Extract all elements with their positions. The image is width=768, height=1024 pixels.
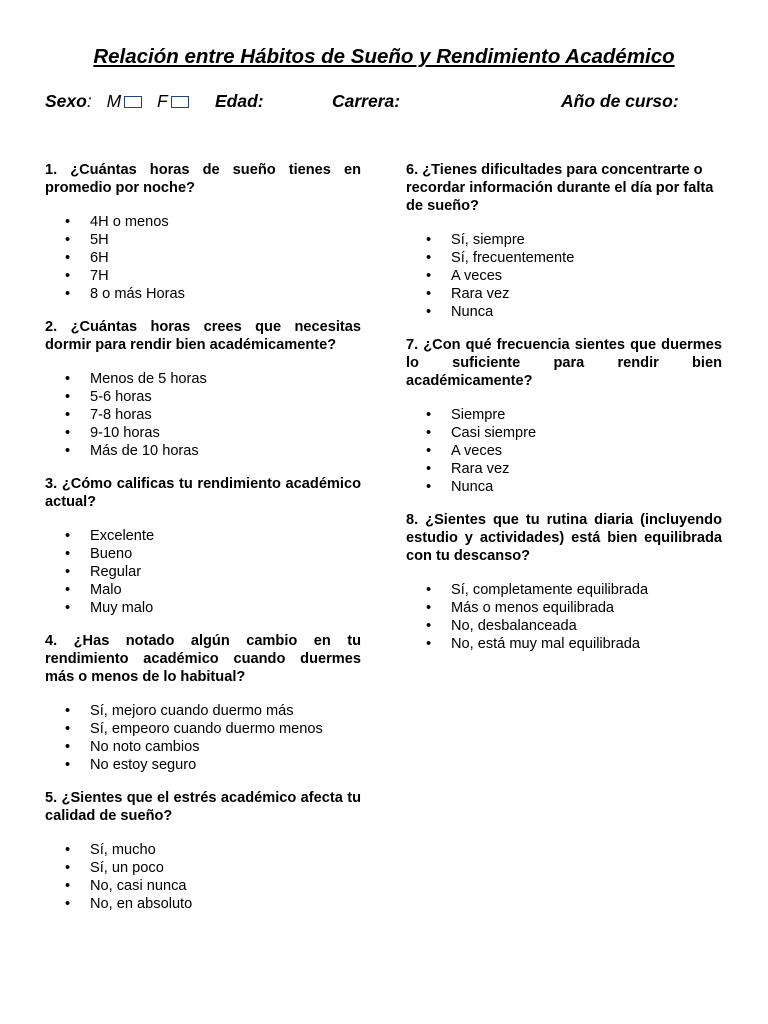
question-text: 2. ¿Cuántas horas crees que necesitas dormir para rendir bien académicamente?: [45, 319, 361, 353]
bullet-icon: •: [65, 842, 71, 858]
bullet-icon: •: [426, 636, 432, 652]
option-item[interactable]: [45, 545, 361, 563]
bullet-icon: •: [426, 479, 432, 495]
question-text: 8. ¿Sientes que tu rutina diaria (incluyendo estudio y actividades) está bien equilibrada con tu descanso?: [406, 512, 722, 564]
option-list: [45, 370, 361, 460]
option-label: 7-8 horas: [90, 407, 152, 423]
option-item[interactable]: [406, 599, 722, 617]
bullet-icon: •: [65, 582, 71, 598]
bullet-icon: •: [426, 425, 432, 441]
bullet-icon: •: [426, 304, 432, 320]
option-label: Sí, frecuentemente: [451, 250, 575, 266]
option-item[interactable]: [45, 406, 361, 424]
option-label: Más o menos equilibrada: [451, 600, 615, 616]
question-block: [45, 632, 361, 774]
option-list: [45, 841, 361, 913]
bullet-icon: •: [65, 739, 71, 755]
option-list: [45, 527, 361, 617]
option-label: Casi siempre: [451, 425, 537, 441]
option-label: Excelente: [90, 528, 155, 544]
option-label: No, está muy mal equilibrada: [451, 636, 640, 652]
option-item[interactable]: [45, 599, 361, 617]
bullet-icon: •: [65, 896, 71, 912]
option-item[interactable]: [45, 738, 361, 756]
option-label: 5-6 horas: [90, 389, 152, 405]
question-text: 5. ¿Sientes que el estrés académico afecta tu calidad de sueño?: [45, 790, 361, 824]
sexo-field: [45, 91, 189, 112]
option-item[interactable]: [45, 285, 361, 303]
option-item[interactable]: [45, 895, 361, 913]
option-label: A veces: [451, 268, 503, 284]
option-list: [406, 231, 722, 321]
option-list: [45, 702, 361, 774]
question-text: 1. ¿Cuántas horas de sueño tienes en promedio por noche?: [45, 162, 361, 196]
bullet-icon: •: [426, 600, 432, 616]
bullet-icon: •: [65, 286, 71, 302]
option-item[interactable]: [45, 370, 361, 388]
option-item[interactable]: [406, 617, 722, 635]
option-label: 9-10 horas: [90, 425, 160, 441]
bullet-icon: •: [426, 443, 432, 459]
option-label: No, en absoluto: [90, 896, 193, 912]
option-item[interactable]: [406, 478, 722, 496]
option-label: Menos de 5 horas: [90, 371, 207, 387]
option-label: Sí, empeoro cuando duermo menos: [90, 721, 323, 737]
bullet-icon: •: [65, 564, 71, 580]
bullet-icon: •: [65, 721, 71, 737]
sexo-f-label: F: [157, 91, 168, 111]
option-item[interactable]: [45, 563, 361, 581]
option-label: Muy malo: [90, 600, 154, 616]
option-label: 8 o más Horas: [90, 286, 185, 302]
option-label: Rara vez: [451, 286, 510, 302]
option-item[interactable]: [45, 702, 361, 720]
bullet-icon: •: [65, 878, 71, 894]
bullet-icon: •: [426, 582, 432, 598]
bullet-icon: •: [65, 371, 71, 387]
option-item[interactable]: [406, 249, 722, 267]
option-item[interactable]: [406, 406, 722, 424]
bullet-icon: •: [65, 757, 71, 773]
question-text: 6. ¿Tienes dificultades para concentrarte o recordar información durante el día por falta de sueño?: [406, 162, 714, 214]
sexo-label: Sexo: [45, 91, 87, 111]
option-item[interactable]: [45, 877, 361, 895]
carrera-label: Carrera:: [332, 91, 401, 111]
left-column: [45, 161, 361, 928]
option-list: [406, 406, 722, 496]
option-item[interactable]: [406, 635, 722, 653]
option-item[interactable]: [406, 267, 722, 285]
sexo-m-label: M: [106, 91, 122, 111]
option-label: No, desbalanceada: [451, 618, 577, 634]
option-label: Siempre: [451, 407, 506, 423]
option-label: A veces: [451, 443, 503, 459]
option-label: Más de 10 horas: [90, 443, 199, 459]
bullet-icon: •: [426, 232, 432, 248]
option-item[interactable]: [406, 442, 722, 460]
option-item[interactable]: [45, 581, 361, 599]
option-item[interactable]: [406, 581, 722, 599]
question-text: 7. ¿Con qué frecuencia sientes que duermes lo suficiente para rendir bien académicamente?: [406, 337, 722, 389]
bullet-icon: •: [426, 250, 432, 266]
option-item[interactable]: [45, 424, 361, 442]
bullet-icon: •: [65, 407, 71, 423]
option-label: Sí, mucho: [90, 842, 156, 858]
survey-title: Relación entre Hábitos de Sueño y Rendimiento Académico: [93, 45, 675, 68]
sexo-f-checkbox[interactable]: [171, 96, 189, 108]
option-label: No, casi nunca: [90, 878, 187, 894]
bullet-icon: •: [65, 600, 71, 616]
bullet-icon: •: [65, 389, 71, 405]
bullet-icon: •: [65, 703, 71, 719]
bullet-icon: •: [426, 407, 432, 423]
bullet-icon: •: [65, 860, 71, 876]
bullet-icon: •: [426, 618, 432, 634]
option-item[interactable]: [45, 249, 361, 267]
question-text: 3. ¿Cómo calificas tu rendimiento académico actual?: [45, 476, 361, 510]
option-item[interactable]: [45, 859, 361, 877]
option-item[interactable]: [45, 442, 361, 460]
option-item[interactable]: [45, 388, 361, 406]
option-item[interactable]: [45, 527, 361, 545]
option-label: Nunca: [451, 479, 494, 495]
question-block: [45, 318, 361, 460]
bullet-icon: •: [426, 268, 432, 284]
question-block: [406, 161, 722, 321]
right-column: [406, 161, 722, 668]
option-item[interactable]: [45, 231, 361, 249]
bullet-icon: •: [65, 268, 71, 284]
option-item[interactable]: [406, 424, 722, 442]
option-item[interactable]: [406, 285, 722, 303]
question-block: [45, 789, 361, 913]
sexo-m-checkbox[interactable]: [124, 96, 142, 108]
question-block: [406, 511, 722, 653]
option-label: No estoy seguro: [90, 757, 197, 773]
edad-label: Edad:: [215, 91, 264, 111]
option-label: Bueno: [90, 546, 133, 562]
sexo-colon: :: [86, 91, 92, 111]
option-item[interactable]: [45, 841, 361, 859]
option-label: Regular: [90, 564, 142, 580]
option-item[interactable]: [406, 460, 722, 478]
bullet-icon: •: [65, 528, 71, 544]
option-label: No noto cambios: [90, 739, 200, 755]
option-label: Sí, completamente equilibrada: [451, 582, 649, 598]
option-label: Sí, un poco: [90, 860, 164, 876]
bullet-icon: •: [65, 425, 71, 441]
option-label: Sí, mejoro cuando duermo más: [90, 703, 294, 719]
bullet-icon: •: [65, 250, 71, 266]
question-block: [45, 475, 361, 617]
option-item[interactable]: [406, 231, 722, 249]
bullet-icon: •: [65, 546, 71, 562]
option-item[interactable]: [406, 303, 722, 321]
option-label: Rara vez: [451, 461, 510, 477]
bullet-icon: •: [65, 443, 71, 459]
option-item[interactable]: [45, 267, 361, 285]
option-label: 5H: [90, 232, 109, 248]
option-item[interactable]: [45, 756, 361, 774]
question-block: [45, 161, 361, 303]
option-label: Sí, siempre: [451, 232, 525, 248]
option-item[interactable]: [45, 213, 361, 231]
question-block: [406, 336, 722, 496]
option-label: 7H: [90, 268, 109, 284]
option-label: 4H o menos: [90, 214, 169, 230]
option-list: [406, 581, 722, 653]
bullet-icon: •: [65, 232, 71, 248]
bullet-icon: •: [426, 461, 432, 477]
question-text: 4. ¿Has notado algún cambio en tu rendimiento académico cuando duermes más o menos de lo habitual?: [45, 633, 361, 685]
option-item[interactable]: [45, 720, 361, 738]
anio-curso-label: Año de curso:: [561, 91, 679, 111]
option-label: Nunca: [451, 304, 494, 320]
option-label: Malo: [90, 582, 122, 598]
bullet-icon: •: [426, 286, 432, 302]
bullet-icon: •: [65, 214, 71, 230]
option-label: 6H: [90, 250, 109, 266]
option-list: [45, 213, 361, 303]
